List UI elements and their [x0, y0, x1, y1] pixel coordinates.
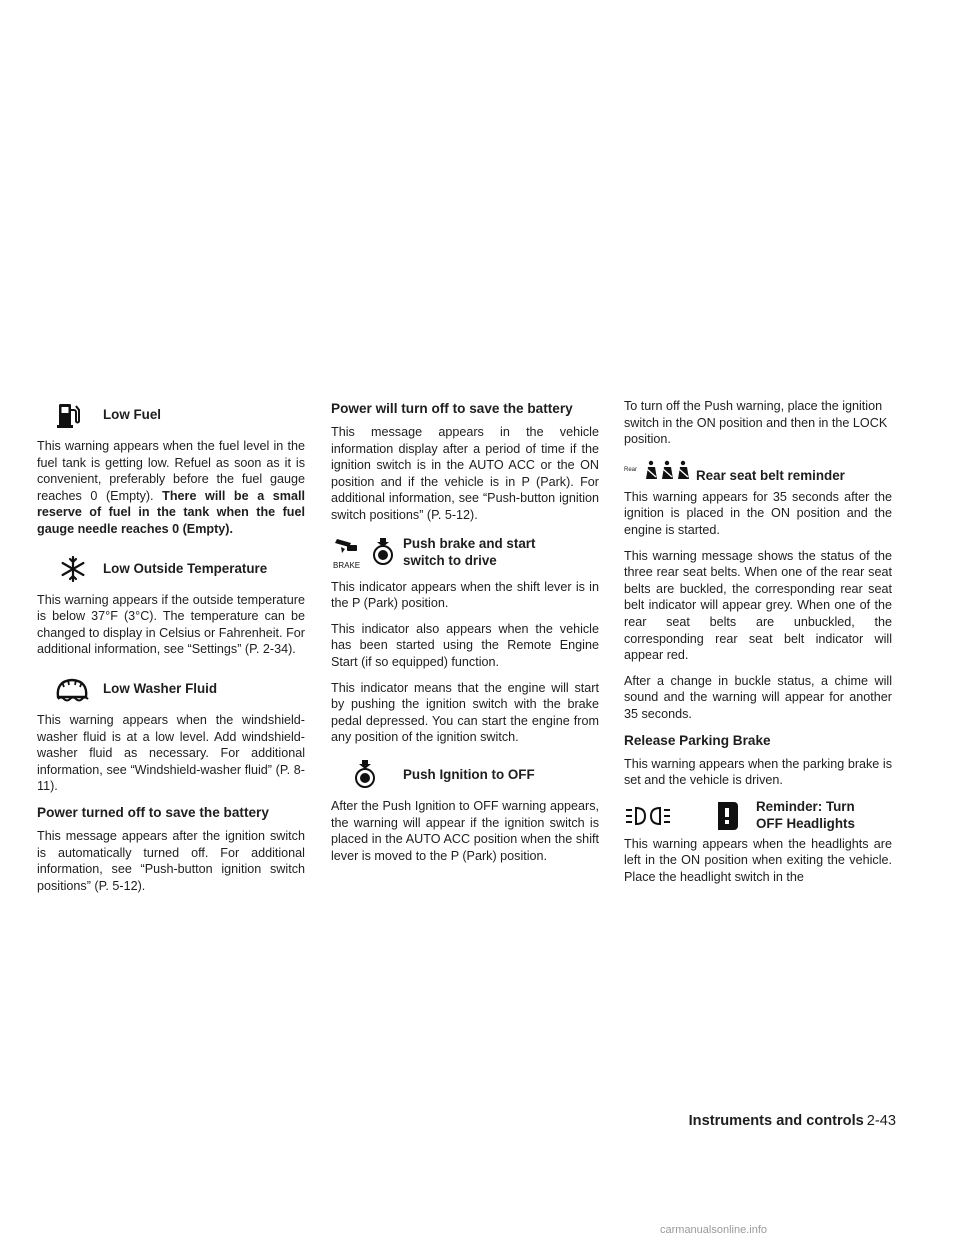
snowflake-icon	[37, 552, 103, 586]
rear-belt-text-1: This warning appears for 35 seconds after the ignition is placed in the ON position and the engine is started.	[624, 489, 892, 537]
push-brake-start-icon	[331, 533, 403, 573]
power-will-title: Power will turn off to save the battery	[331, 401, 573, 416]
low-fuel-text: This warning appears when the fuel level in the fuel tank is getting low. Refuel as soon as it is convenient, preferably before the fuel gauge reaches 0 (Empty). There will be a small reserve of fuel in the tank when the fuel gauge needle reaches 0 (Empty).	[37, 439, 305, 536]
headlights-title	[756, 798, 855, 832]
power-off-text: This message appears after the ignition switch is automatically turned off. For additional information, see “Push-button ignition switch positions” (P. 5-12).	[37, 828, 305, 893]
headlights-heading	[624, 798, 892, 834]
column-1	[37, 398, 305, 903]
push-ignition-icon	[331, 758, 403, 792]
fuel-pump-icon	[37, 398, 103, 432]
push-brake-title-line1: Push brake and start	[403, 535, 536, 551]
seat-door-icon	[712, 798, 756, 834]
low-temp-title: Low Outside Temperature	[103, 560, 268, 576]
headlights-title-line2: OFF Headlights	[756, 815, 855, 831]
page-footer	[650, 1113, 896, 1129]
power-off-title: Power turned off to save the battery	[37, 804, 269, 820]
rear-seat-belt-icon	[624, 457, 696, 487]
low-washer-title: Low Washer Fluid	[103, 680, 218, 696]
rear-belt-title: Rear seat belt reminder	[696, 467, 845, 483]
rear-belt-text-2: This warning message shows the status of the three rear seat belts. When one of the rear seat belts are buckled, the corresponding rear seat belt indicator will appear grey. When one of the rear seat belts are unbuckled, the corresponding rear seat belt indicator will appear red.	[624, 548, 892, 663]
headlight-icon	[624, 798, 712, 834]
headlights-title-line1: Reminder: Turn	[756, 798, 855, 814]
low-temp-heading	[37, 552, 305, 586]
push-brake-title	[403, 533, 535, 569]
push-brake-heading	[331, 533, 599, 573]
footer-section-title: Instruments and controls	[688, 1113, 864, 1129]
low-fuel-heading	[37, 398, 305, 432]
page-number: 2-43	[866, 1113, 896, 1129]
column-2	[331, 398, 599, 873]
low-fuel-title: Low Fuel	[103, 407, 162, 422]
rear-belt-text-3: After a change in buckle status, a chime will sound and the warning will appear for another 35 seconds.	[624, 673, 892, 721]
push-ignition-title: Push Ignition to OFF	[403, 766, 535, 782]
site-watermark: carmanualsonline.info	[660, 1224, 768, 1236]
parking-brake-title: Release Parking Brake	[624, 732, 771, 748]
parking-brake-text: This warning appears when the parking brake is set and the vehicle is driven.	[624, 756, 892, 788]
push-brake-text-3: This indicator means that the engine will start by pushing the ignition switch with the brake pedal depressed. You can start the engine from any position of the ignition switch.	[331, 680, 599, 745]
low-washer-text: This warning appears when the windshield-washer fluid is at a low level. Add windshield-washer fluid as necessary. For additional information, see “Windshield-washer fluid” (P. 8-11).	[37, 712, 305, 794]
push-brake-text-1: This indicator appears when the shift lever is in the P (Park) position.	[331, 579, 599, 611]
power-will-text: This message appears in the vehicle information display after a period of time if the ignition switch is in the AUTO ACC or the ON position and if the vehicle is in P (Park). For additional information, see “Push-button ignition switch positions” (P. 5-12).	[331, 425, 599, 522]
brake-label: BRAKE	[333, 560, 361, 570]
column-3	[624, 398, 892, 894]
low-temp-text: This warning appears if the outside temperature is below 37°F (3°C). The temperature can be changed to display in Celsius or Fahrenheit. For additional information, see “Settings” (P. 2-34).	[37, 592, 305, 657]
rear-label: Rear	[624, 466, 638, 473]
push-warning-cont-text: To turn off the Push warning, place the ignition switch in the ON position and then in the LOCK position.	[624, 399, 888, 447]
rear-belt-heading	[624, 457, 892, 487]
push-ignition-heading	[331, 758, 599, 792]
push-brake-text-2: This indicator also appears when the vehicle has been started using the Remote Engine Start (if so equipped) function.	[331, 621, 599, 669]
washer-fluid-icon	[37, 672, 103, 706]
low-fuel-warning: There will be a small reserve of fuel in the tank when the fuel gauge needle reaches 0 (Empty).	[37, 488, 305, 536]
headlights-text: This warning appears when the headlights are left in the ON position when exiting the vehicle. Place the headlight switch in the	[624, 836, 892, 884]
push-brake-title-line2: switch to drive	[403, 552, 497, 568]
push-ignition-text: After the Push Ignition to OFF warning appears, the warning will appear if the ignition switch is placed in the AUTO ACC position when the shift lever is moved to the P (Park) position.	[331, 798, 599, 863]
low-washer-heading	[37, 672, 305, 706]
